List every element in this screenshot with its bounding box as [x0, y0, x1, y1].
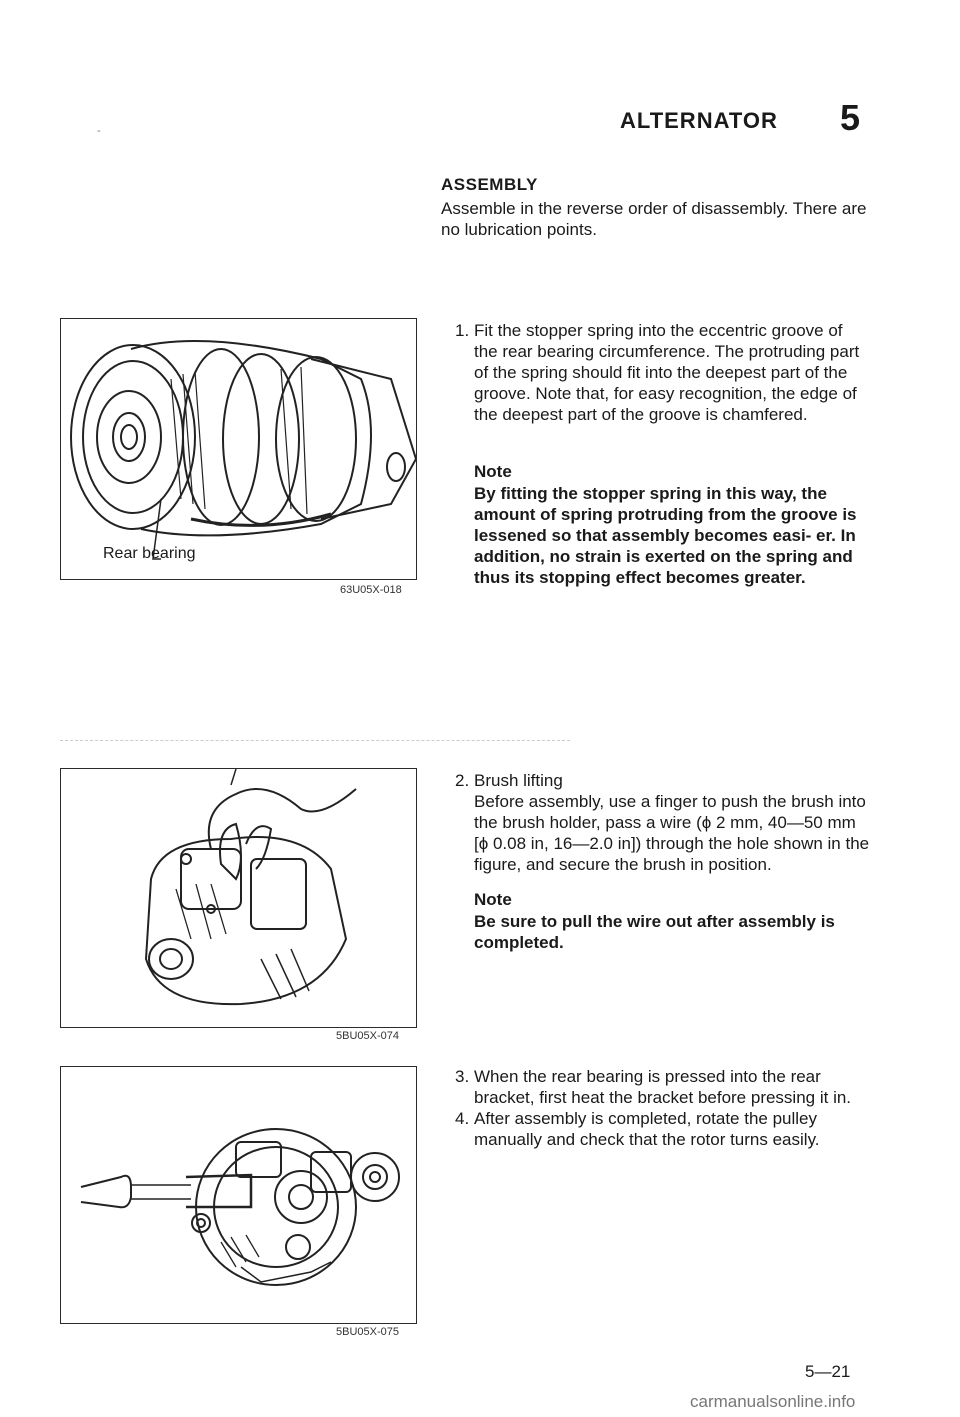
step-1-number: 1. [455, 321, 470, 340]
step-1 [455, 320, 870, 425]
step-2-number: 2. [455, 771, 470, 790]
step-3-number: 3. [455, 1067, 470, 1086]
section-title: ALTERNATOR [620, 108, 778, 133]
scan-mark: - [97, 125, 101, 137]
step-4-number: 4. [455, 1109, 470, 1128]
step-1-text: Fit the stopper spring into the eccentric groove of the rear bearing circumference. The protruding part of the spring should fit into the deepest part of the groove. Note that, for easy recognition, the edge of the deepest part of the groove is chamfered. [474, 321, 860, 424]
page-number: 5—21 [805, 1362, 851, 1381]
rear-bearing-label: Rear bearing [103, 545, 196, 562]
rear-bearing-illustration [61, 319, 416, 579]
step-1-note-text: By fitting the stopper spring in this way, the amount of spring protruding from the groove is lessened so that assembly becomes easi- er. In addition, no strain is exerted on the spring and thus its stopping effect becomes greater. [474, 484, 857, 587]
step-3-text: When the rear bearing is pressed into the rear bracket, first heat the bracket before pressing it in. [474, 1067, 852, 1107]
step-2-text: Before assembly, use a finger to push the brush into the brush holder, pass a wire (ϕ 2 mm, 40—50 mm [ϕ 0.08 in, 16—2.0 in]) through the hole shown in the figure, and secure the brush in position. [474, 792, 870, 874]
assembly-heading: ASSEMBLY [441, 175, 538, 194]
step-2 [455, 770, 870, 875]
step-2-title: Brush lifting [474, 771, 563, 790]
watermark-site: carmanualsonline.info [690, 1392, 856, 1411]
step-4-text: After assembly is completed, rotate the pulley manually and check that the rotor turns easily. [474, 1109, 820, 1149]
scan-divider [60, 740, 570, 741]
figure-code-3: 5BU05X-075 [336, 1326, 399, 1338]
rear-bracket-illustration [61, 1067, 416, 1323]
step-4 [455, 1108, 870, 1150]
step-1-note-heading: Note [474, 462, 512, 481]
assembly-intro: Assemble in the reverse order of disassembly. There are no lubrication points. [441, 199, 867, 239]
step-2-note-text: Be sure to pull the wire out after assembly is completed. [474, 912, 835, 952]
figure-code-1: 63U05X-018 [340, 584, 402, 596]
section-number: 5 [840, 97, 861, 138]
figure-brush-lifting [60, 768, 417, 1028]
step-2-note-heading: Note [474, 890, 512, 909]
figure-rear-bracket [60, 1066, 417, 1324]
step-3 [455, 1066, 870, 1108]
brush-lifting-illustration [61, 769, 416, 1027]
figure-code-2: 5BU05X-074 [336, 1030, 399, 1042]
figure-rear-bearing [60, 318, 417, 580]
